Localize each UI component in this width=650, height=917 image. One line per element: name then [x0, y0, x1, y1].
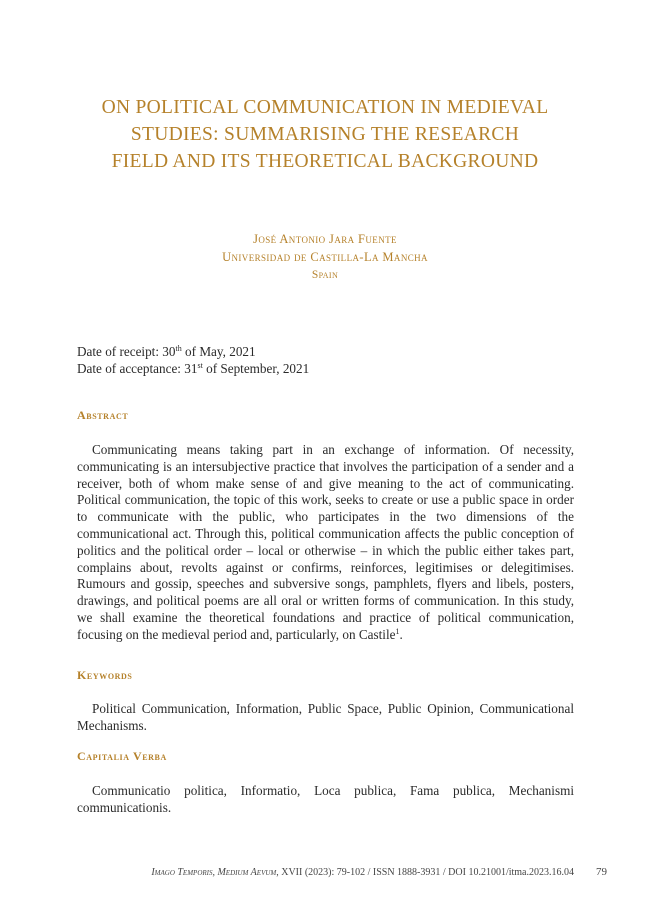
keywords-heading: Keywords — [77, 668, 133, 682]
page-number: 79 — [596, 866, 607, 878]
capitalia-verba-heading: Capitalia Verba — [77, 749, 167, 763]
author-name: José Antonio Jara Fuente — [253, 232, 397, 246]
citation-info: , XVII (2023): 79-102 / ISSN 1888-3931 / DOI 10.21001/itma.2023.16.04 — [276, 867, 574, 878]
receipt-suffix: of May, 2021 — [181, 344, 256, 359]
receipt-prefix: Date of receipt: 30 — [77, 344, 176, 359]
abstract-body: Communicating means taking part in an exchange of information. Of necessity, communicating is an intersubjective practice that involves the participation of a sender and a receiver, both of whom make sense of and give meaning to the act of communicating. Political communication, the topic of this work, seeks to create or use a public space in order to communicate with the public, who participates in the two dimensions of the communicational act. Through this, political communication affects the public conception of politics and the political order – local or otherwise – in which the public either takes part, complains about, revolts against or confirms, reinforces, legitimises or delegitimises. Rumours and gossip, speeches and subversive songs, pamphlets, flyers and libels, posters, drawings, and political poems are all oral or written forms of communication. In this study, we shall examine the theoretical foundations and practice of political communication, focusing on the medieval period and, particularly, on Castile — [77, 442, 574, 642]
abstract-heading: Abstract — [77, 408, 129, 422]
paper-title — [60, 94, 590, 175]
acceptance-suffix: of September, 2021 — [202, 361, 310, 376]
author-affiliation: Universidad de Castilla-La Mancha — [222, 250, 428, 264]
keywords-text: Political Communication, Information, Public Space, Public Opinion, Communicational Mechanisms. — [77, 701, 574, 733]
date-of-receipt — [77, 343, 309, 360]
abstract-end: . — [399, 626, 403, 642]
footnote-ref[interactable]: 1 — [395, 626, 400, 636]
abstract-text — [77, 442, 574, 644]
dates-block — [77, 343, 309, 377]
capitalia-verba-text: Communicatio politica, Informatio, Loca publica, Fama publica, Mechanismi communicationis. — [77, 783, 574, 815]
author-country: Spain — [311, 269, 339, 281]
journal-name: Imago Temporis, Medium Aevum — [151, 867, 277, 878]
running-footer — [110, 867, 574, 878]
title-line-1: ON POLITICAL COMMUNICATION IN MEDIEVAL — [101, 97, 549, 118]
date-of-acceptance — [77, 360, 309, 377]
acceptance-prefix: Date of acceptance: 31 — [77, 361, 198, 376]
title-line-3: FIELD AND ITS THEORETICAL BACKGROUND — [111, 151, 539, 172]
receipt-ordinal: th — [175, 344, 182, 353]
title-line-2: STUDIES: SUMMARISING THE RESEARCH — [130, 124, 520, 145]
author-block — [60, 230, 590, 284]
acceptance-ordinal: st — [197, 361, 203, 370]
